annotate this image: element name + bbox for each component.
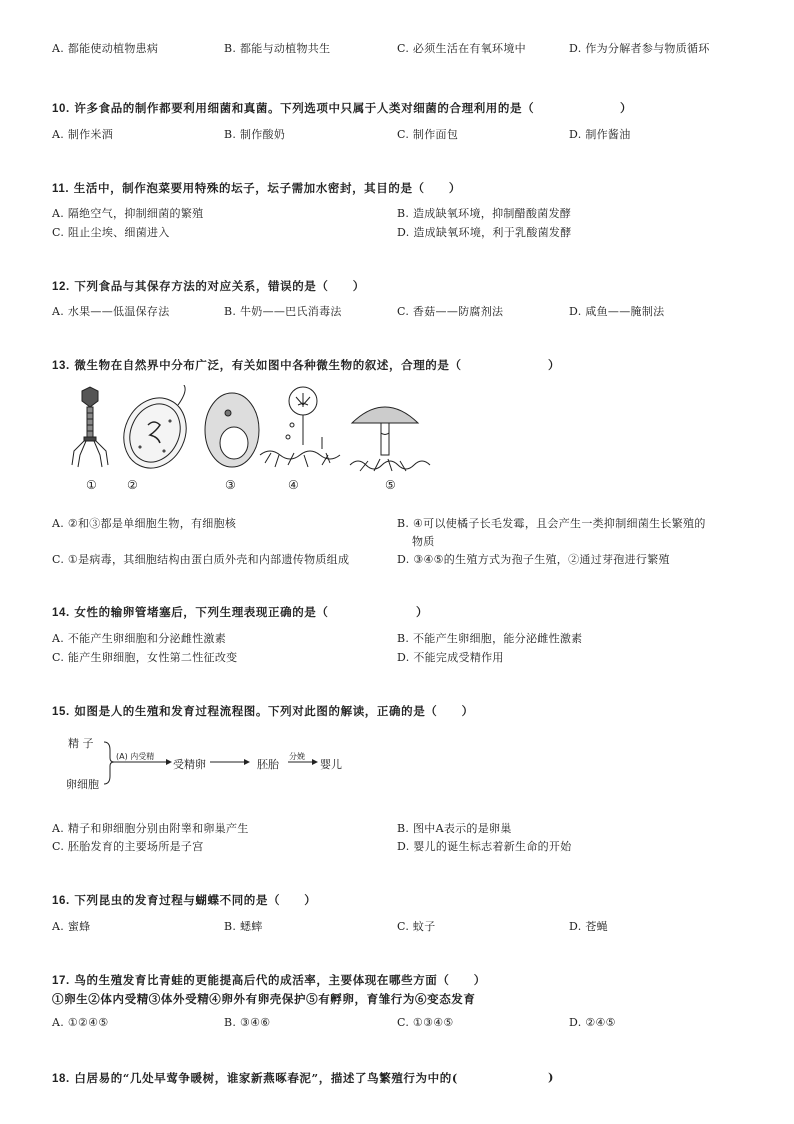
- q13-option-a: A. ②和③都是单细胞生物，有细胞核: [52, 517, 237, 530]
- flow-a-label: (A) 内受精: [116, 752, 155, 761]
- question-number: 11.: [52, 183, 70, 195]
- q9-option-b: B. 都能与动植物共生: [224, 42, 331, 55]
- q14-option-b: B. 不能产生卵细胞，能分泌雌性激素: [397, 632, 583, 645]
- q10-option-c: C. 制作面包: [397, 128, 459, 141]
- question-15-stem: [52, 703, 474, 719]
- question-text: 下列昆虫的发育过程与蝴蝶不同的是（ ）: [74, 893, 317, 907]
- mold-drawing: [260, 387, 340, 467]
- q9-option-d: D. 作为分解者参与物质循环: [569, 42, 710, 55]
- q16-option-a: A. 蜜蜂: [52, 920, 91, 933]
- q15-option-a: A. 精子和卵细胞分别由附睾和卵巢产生: [52, 822, 249, 835]
- question-text: 白居易的“几处早莺争暖树，谁家新燕啄春泥”，描述了鸟繁殖行为中的(: [74, 1071, 458, 1085]
- question-13-stem: [52, 357, 462, 373]
- question-number: 14.: [52, 607, 70, 619]
- question-number: 17.: [52, 975, 70, 987]
- q15-option-d: D. 婴儿的诞生标志着新生命的开始: [397, 840, 572, 853]
- question-13-close-bracket: ）: [548, 358, 561, 372]
- bacterium-drawing: [113, 385, 198, 475]
- q12-option-a: A. 水果——低温保存法: [52, 305, 170, 318]
- microorganism-figure: [60, 385, 440, 475]
- question-17-stem: [52, 972, 486, 988]
- q11-option-d: D. 造成缺氧环境，利于乳酸菌发酵: [397, 226, 572, 239]
- q11-option-b: B. 造成缺氧环境，抑制醋酸菌发酵: [397, 207, 572, 220]
- bacteriophage-drawing: [72, 387, 108, 467]
- q13-option-c: C. ①是病毒，其细胞结构由蛋白质外壳和内部遗传物质组成: [52, 553, 350, 566]
- question-10-close-bracket: ）: [620, 101, 633, 115]
- q17-option-a: A. ①②④⑤: [52, 1016, 109, 1029]
- q15-option-b: B. 图中A表示的是卵巢: [397, 822, 512, 835]
- q14-option-a: A. 不能产生卵细胞和分泌雌性激素: [52, 632, 227, 645]
- q14-option-d: D. 不能完成受精作用: [397, 651, 504, 664]
- figure-label-5: ⑤: [385, 478, 396, 492]
- question-text: 如图是人的生殖和发育过程流程图。下列对此图的解读，正确的是（ ）: [74, 704, 474, 718]
- question-number: 10.: [52, 103, 70, 115]
- flow-sperm: 精 子: [68, 737, 94, 750]
- q10-option-b: B. 制作酸奶: [224, 128, 286, 141]
- flow-baby: 婴儿: [320, 758, 342, 771]
- q10-option-d: D. 制作酱油: [569, 128, 631, 141]
- q13-option-b-continued: 物质: [412, 535, 435, 548]
- flow-egg: 卵细胞: [66, 778, 99, 791]
- q10-option-a: A. 制作米酒: [52, 128, 114, 141]
- q16-option-c: C. 蚊子: [397, 920, 436, 933]
- question-16-stem: [52, 892, 316, 908]
- q17-option-b: B. ③④⑥: [224, 1016, 271, 1029]
- question-number: 16.: [52, 895, 70, 907]
- question-10-stem: [52, 100, 534, 116]
- question-18-close-bracket: ): [548, 1070, 555, 1084]
- question-14-stem: [52, 604, 329, 620]
- question-text: 生活中，制作泡菜要用特殊的坛子，坛子需加水密封，其目的是（ ）: [73, 181, 461, 195]
- question-number: 12.: [52, 281, 70, 293]
- q12-option-d: D. 咸鱼——腌制法: [569, 305, 665, 318]
- question-text: 下列食品与其保存方法的对应关系，错误的是（ ）: [74, 279, 365, 293]
- flow-embryo: 胚胎: [257, 758, 279, 771]
- q17-option-d: D. ②④⑤: [569, 1016, 616, 1029]
- question-text: 鸟的生殖发育比青蛙的更能提高后代的成活率，主要体现在哪些方面（ ）: [74, 973, 486, 987]
- q11-option-c: C. 阻止尘埃、细菌进入: [52, 226, 170, 239]
- question-number: 18.: [52, 1073, 70, 1085]
- flow-split-label: 分娩: [289, 752, 305, 761]
- q12-option-b: B. 牛奶——巴氏消毒法: [224, 305, 342, 318]
- q15-option-c: C. 胚胎发育的主要场所是子宫: [52, 840, 204, 853]
- q9-option-c: C. 必须生活在有氧环境中: [397, 42, 526, 55]
- question-text: 微生物在自然界中分布广泛，有关如图中各种微生物的叙述，合理的是（: [74, 358, 462, 372]
- flow-zygote: 受精卵: [173, 758, 206, 771]
- question-number: 15.: [52, 706, 70, 718]
- q16-option-b: B. 蟋蟀: [224, 920, 263, 933]
- question-11-stem: [52, 180, 461, 196]
- q9-option-a: A. 都能使动植物患病: [52, 42, 159, 55]
- q11-option-a: A. 隔绝空气，抑制细菌的繁殖: [52, 207, 204, 220]
- q14-option-c: C. 能产生卵细胞，女性第二性征改变: [52, 651, 238, 664]
- question-text: 许多食品的制作都要利用细菌和真菌。下列选项中只属于人类对细菌的合理利用的是（: [74, 101, 535, 115]
- q17-option-c: C. ①③④⑤: [397, 1016, 454, 1029]
- figure-label-2: ②: [127, 478, 138, 492]
- question-text: 女性的输卵管堵塞后，下列生理表现正确的是（: [74, 605, 329, 619]
- question-18-stem: [52, 1070, 458, 1086]
- question-number: 13.: [52, 360, 70, 372]
- question-14-close-bracket: ）: [416, 605, 429, 619]
- mushroom-drawing: [350, 407, 430, 471]
- figure-label-4: ④: [288, 478, 299, 492]
- figure-label-3: ③: [225, 478, 236, 492]
- question-17-statements: ①卵生②体内受精③体外受精④卵外有卵壳保护⑤有孵卵，育雏行为⑥变态发育: [52, 992, 476, 1006]
- q13-option-d: D. ③④⑤的生殖方式为孢子生殖，②通过芽孢进行繁殖: [397, 553, 670, 566]
- q13-option-b: B. ④可以使橘子长毛发霉，且会产生一类抑制细菌生长繁殖的: [397, 517, 706, 530]
- q12-option-c: C. 香菇——防腐剂法: [397, 305, 504, 318]
- q16-option-d: D. 苍蝇: [569, 920, 608, 933]
- figure-label-1: ①: [86, 478, 97, 492]
- yeast-drawing: [205, 393, 259, 467]
- question-12-stem: [52, 278, 365, 294]
